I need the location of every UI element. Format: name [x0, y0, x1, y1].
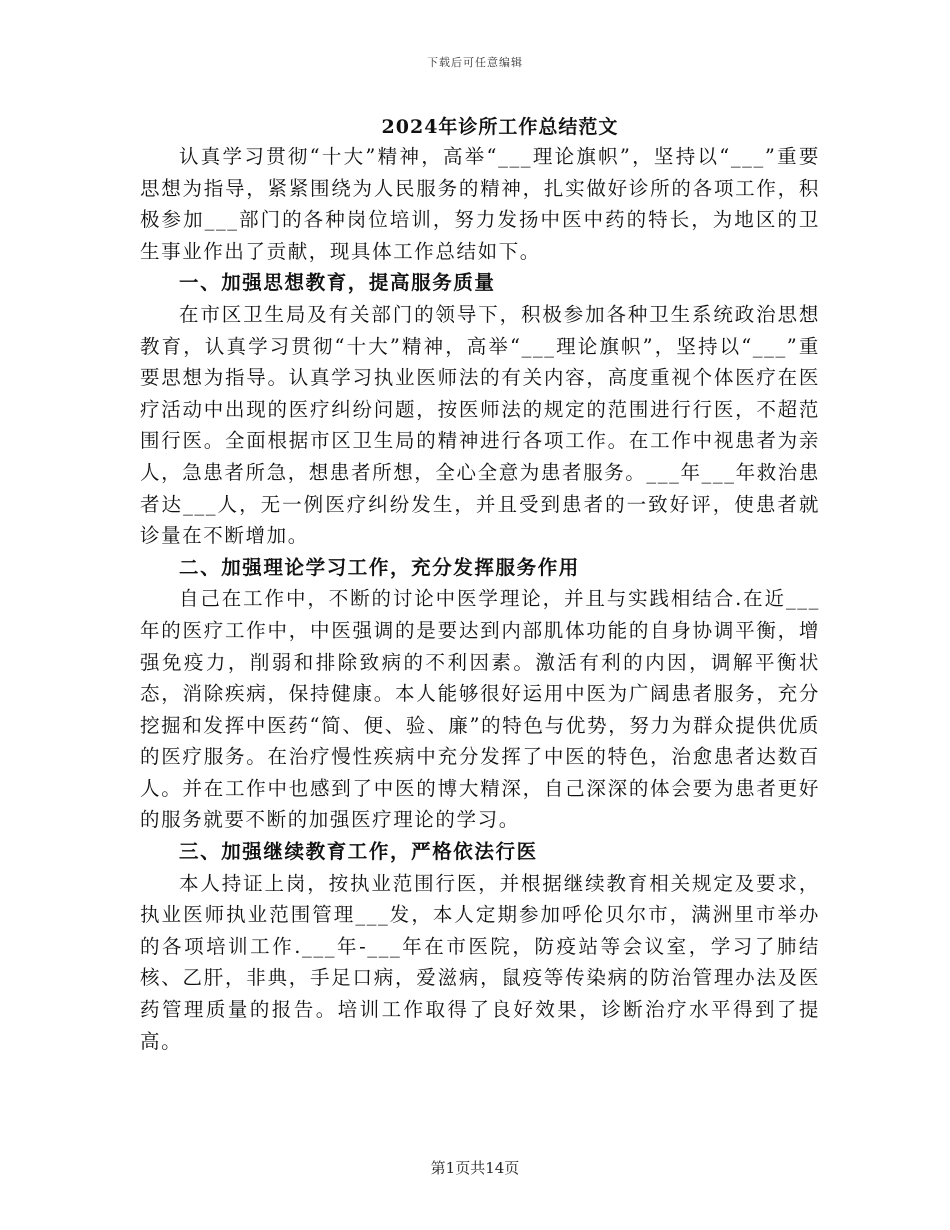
section-heading-1: 一、加强思想教育，提高服务质量 [179, 271, 496, 295]
section-heading-3: 三、加强继续教育工作，严格依法行医 [179, 840, 538, 864]
section-paragraph-3: 本人持证上岗，按执业范围行医，并根据继续教育相关规定及要求，执业医师执业范围管理___发，本人定期参加呼伦贝尔市，满洲里市举办的各项培训工作.___年-___年在市医院，防疫站等会议室，学习了肺结核、乙肝，非典，手足口病，爱滋病，鼠疫等传染病的防治管理办法及医药管理质量的报告。培训工作取得了良好效果，诊断治疗水平得到了提高。 [140, 871, 820, 1053]
header-note: 下载后可任意编辑 [427, 56, 523, 69]
intro-paragraph: 认真学习贯彻“十大”精神，高举“___理论旗帜”，坚持以“___”重要思想为指导，紧紧围绕为人民服务的精神，扎实做好诊所的各项工作，积极参加___部门的各种岗位培训，努力发扬中医中药的特长，为地区的卫生事业作出了贡献，现具体工作总结如下。 [140, 145, 820, 263]
section-paragraph-1: 在市区卫生局及有关部门的领导下，积极参加各种卫生系统政治思想教育，认真学习贯彻“十大”精神，高举“___理论旗帜”，坚持以“___”重要思想为指导。认真学习执业医师法的有关内容，高度重视个体医疗在医疗活动中出现的医疗纠纷问题，按医师法的规定的范围进行行医，不超范围行医。全面根据市区卫生局的精神进行各项工作。在工作中视患者为亲人，急患者所急，想患者所想，全心全意为患者服务。___年___年救治患者达___人，无一例医疗纠纷发生，并且受到患者的一致好评，使患者就诊量在不断增加。 [140, 302, 821, 548]
document-title: 2024年诊所工作总结范文 [381, 116, 619, 138]
document-body [140, 141, 820, 1057]
page-number: 第1页共14页 [430, 1159, 520, 1177]
section-heading-2: 二、加强理论学习工作，充分发挥服务作用 [179, 555, 580, 579]
section-paragraph-2: 自己在工作中，不断的讨论中医学理论，并且与实践相结合.在近___年的医疗工作中，中医强调的是要达到内部肌体功能的自身协调平衡，增强免疫力，削弱和排除致病的不利因素。激活有利的内因，调解平衡状态，消除疾病，保持健康。本人能够很好运用中医为广阔患者服务，充分挖掘和发挥中医药“简、便、验、廉”的特色与优势，努力为群众提供优质的医疗服务。在治疗慢性疾病中充分发挥了中医的特色，治愈患者达数百人。并在工作中也感到了中医的博大精深，自己深深的体会要为患者更好的服务就要不断的加强医疗理论的学习。 [140, 587, 820, 832]
